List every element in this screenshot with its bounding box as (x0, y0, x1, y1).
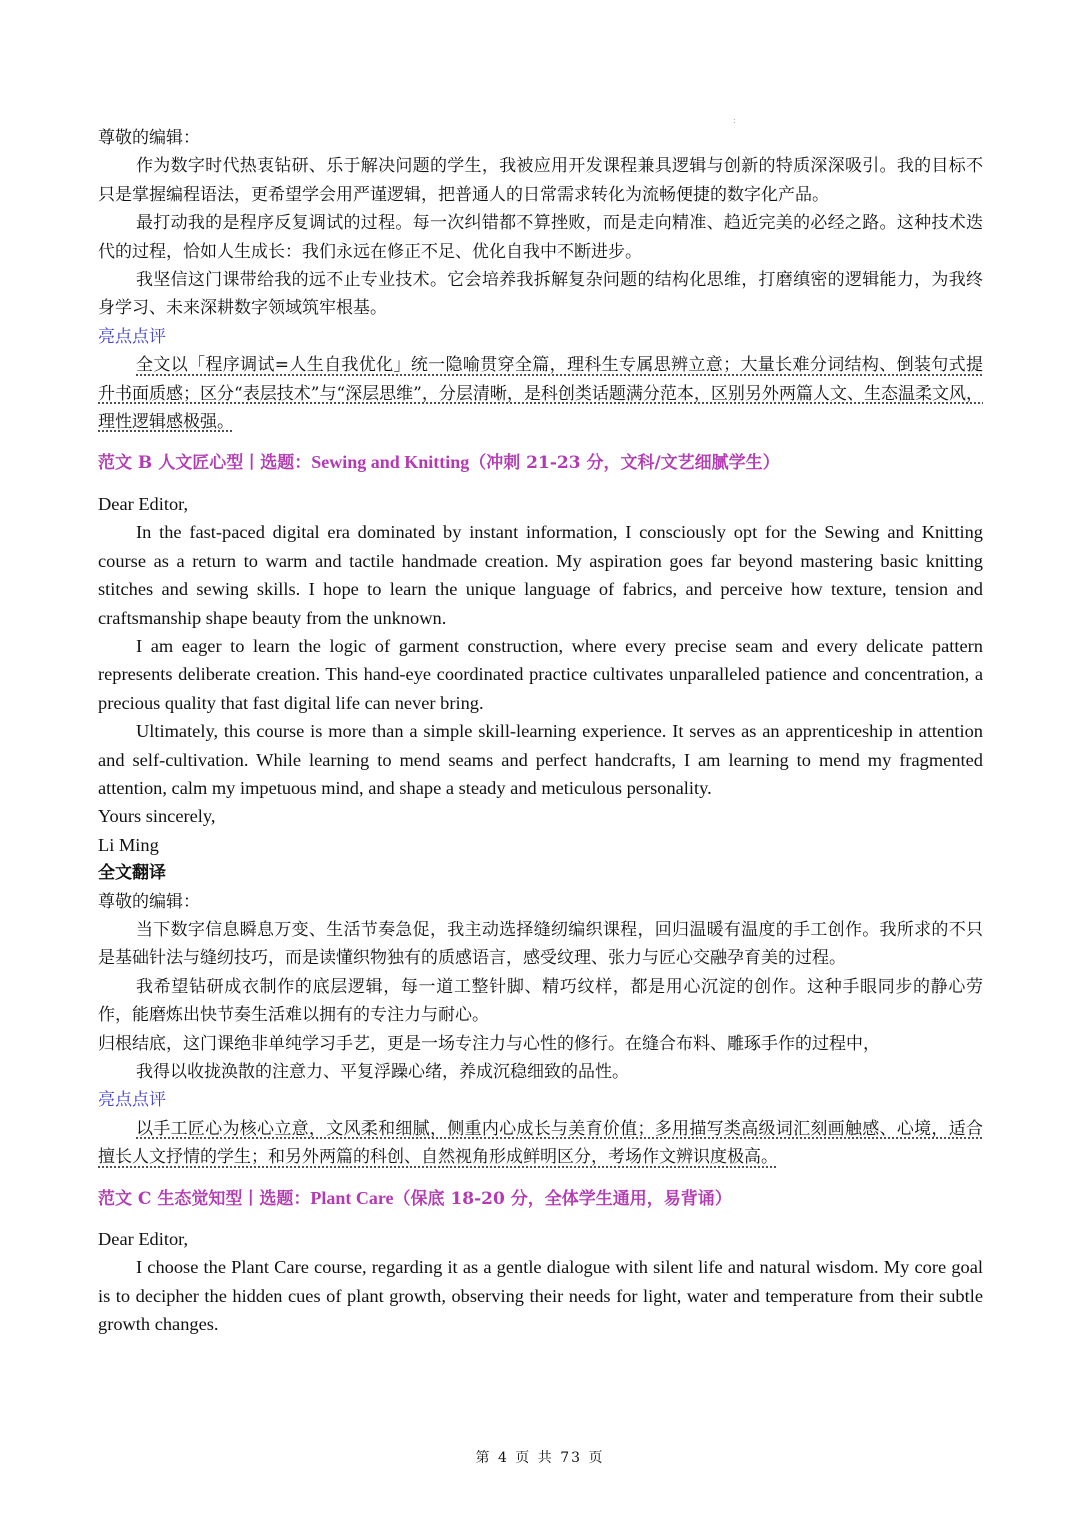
translation-salutation: 尊敬的编辑： (98, 891, 200, 912)
section-c-heading (98, 1184, 983, 1213)
translation-paragraph: 我希望钻研成衣制作的底层逻辑，每一道工整针脚、精巧纹样，都是用心沉淀的创作。这种手眼同步的静心劳作，能磨炼出快节奏生活难以拥有的专注力与耐心。 (98, 976, 983, 1026)
highlight-comment-label: 亮点点评 (98, 326, 166, 347)
section-c-topic: Plant Care (310, 1187, 394, 1208)
paragraph: 最打动我的是程序反复调试的过程。每一次纠错都不算挫败，而是走向精准、趋近完美的必经之路。这种技术迭代的过程，恰如人生成长：我们永远在修正不足、优化自我中不断进步。 (98, 213, 983, 262)
translation-paragraph: 我得以收拢涣散的注意力、平复浮躁心绪，养成沉稳细致的品性。 (136, 1062, 629, 1082)
highlight-comment: 全文以「程序调试=人生自我优化」统一隐喻贯穿全篇，理科生专属思辨立意；大量长难分词结构、倒装句式提升书面质感；区分“表层技术”与“深层思维”，分层清晰，是科创类话题满分范本，区别另外两篇人文、生态温柔文风，理性逻辑感极强。 (98, 355, 983, 433)
salutation: 尊敬的编辑： (98, 128, 200, 148)
paragraph: In the fast-paced digital era dominated by instant information, I consciously opt for the Sewing and Knitting course as a return to warm and tactile handmade creation. My aspiration goes far beyond mastering basic knitting stitches and sewing skills. I hope to learn the unique language of fabrics, and perceive how texture, tension and craftsmanship shape beauty from the unknown. (98, 522, 983, 628)
page-number-footer: 第 4 页 共 73 页 (475, 1450, 605, 1466)
paragraph: 我坚信这门课带给我的远不止专业技术。它会培养我拆解复杂问题的结构化思维，打磨缜密的逻辑能力，为我终身学习、未来深耕数字领域筑牢根基。 (98, 270, 983, 319)
corner-mark: : (733, 116, 736, 125)
paragraph: Ultimately, this course is more than a simple skill-learning experience. It serves as an apprenticeship in attention and self-cultivation. While learning to mend seams and perfect handcrafts, I am learning to mend my fragmented attention, calm my impetuous mind, and shape a steady and meticulous personality. (98, 721, 983, 798)
section-b-heading-suffix: （冲刺 21-23 分，文科/文艺细腻学生） (469, 453, 780, 474)
section-c-heading-prefix: 范文 C 生态觉知型丨选题： (98, 1188, 311, 1209)
paragraph: I choose the Plant Care course, regarding it as a gentle dialogue with silent life and natural wisdom. My core goal is to decipher the hidden cues of plant growth, observing their needs for light, water and temperature from their subtle growth changes. (98, 1257, 983, 1335)
highlight-comment: 以手工匠心为核心立意，文风柔和细腻，侧重内心成长与美育价值；多用描写类高级词汇刻画触感、心境，适合擅长人文抒情的学生；和另外两篇的科创、自然视角形成鲜明区分，考场作文辨识度极高。 (98, 1118, 983, 1168)
closing: Yours sincerely, (98, 806, 216, 827)
translation-label: 全文翻译 (98, 863, 166, 884)
translation-paragraph: 当下数字信息瞬息万变、生活节奏急促，我主动选择缝纫编织课程，回归温暖有温度的手工创作。我所求的不只是基础针法与缝纫技巧，而是读懂织物独有的质感语言，感受纹理、张力与匠心交融孕育美的过程。 (98, 919, 983, 969)
highlight-comment-label: 亮点点评 (98, 1090, 166, 1111)
section-b-heading (98, 448, 983, 477)
section-b-topic: Sewing and Knitting (311, 452, 470, 473)
salutation: Dear Editor, (98, 493, 189, 514)
salutation: Dear Editor, (98, 1229, 189, 1250)
translation-paragraph: 归根结底，这门课绝非单纯学习手艺，更是一场专注力与心性的修行。在缝合布料、雕琢手作的过程中， (98, 1033, 880, 1054)
page-content (98, 124, 983, 1339)
signature: Li Ming (98, 834, 159, 855)
paragraph: 作为数字时代热衷钻研、乐于解决问题的学生，我被应用开发课程兼具逻辑与创新的特质深深吸引。我的目标不只是掌握编程语法，更希望学会用严谨逻辑，把普通人的日常需求转化为流畅便捷的数字化产品。 (98, 156, 983, 205)
section-c-heading-suffix: （保底 18-20 分，全体学生通用，易背诵） (393, 1188, 732, 1209)
paragraph: I am eager to learn the logic of garment construction, where every precise seam and every delicate pattern represents deliberate creation. This hand-eye coordinated practice cultivates unparalleled patience and concentration, a precious quality that fast digital life can never bring. (98, 635, 983, 713)
section-b-heading-prefix: 范文 B 人文匠心型丨选题： (98, 453, 312, 474)
